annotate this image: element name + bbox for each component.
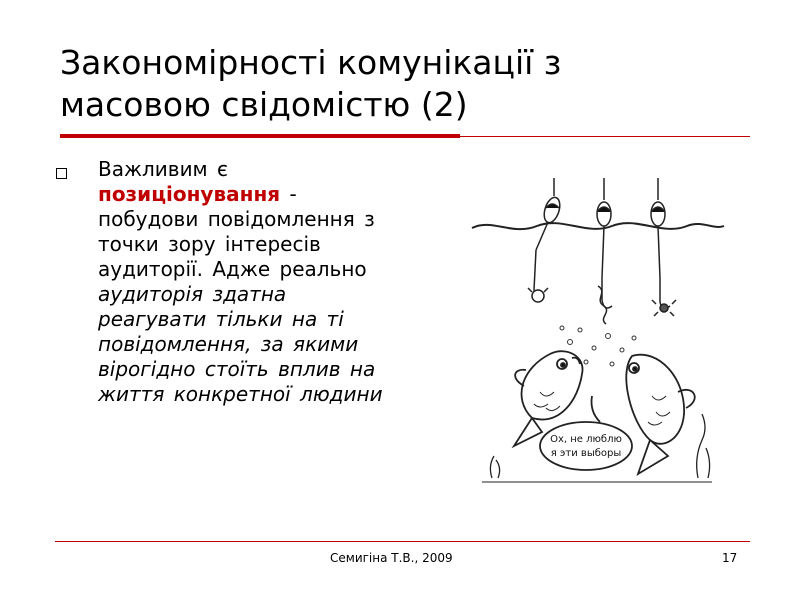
fishing-cartoon-illustration — [462, 178, 730, 498]
speech-bubble-line-1: Ох, не люблю — [550, 434, 622, 445]
bullet-text-italic: аудиторія здатна реагувати тільки на ті повідомлення, за якими вірогідно стоїть вплив на життя конкретної людини — [98, 282, 383, 406]
bullet-text-highlight: позиціонування — [98, 182, 281, 206]
hook-icon — [652, 278, 676, 316]
hook-icon — [598, 278, 612, 324]
bullet-text-part-1: Важливим є — [98, 157, 228, 181]
hook-icon — [528, 250, 548, 302]
water-surface — [472, 223, 724, 229]
slide-title-line-2: масовою свідомістю (2) — [60, 85, 468, 124]
bullet-text — [98, 157, 388, 407]
slide-title — [60, 42, 760, 126]
square-bullet-icon — [56, 168, 67, 179]
fish-icon — [626, 355, 694, 474]
footer-rule — [55, 541, 750, 542]
float-icon — [536, 178, 563, 250]
title-underline — [60, 136, 750, 137]
page-number: 17 — [722, 551, 738, 565]
speech-bubble-line-2: я эти выборы — [550, 448, 622, 459]
slide-title-line-1: Закономірності комунікації з — [60, 43, 562, 82]
bullet-text-part-2: - побудови повідомлення з точки зору інтересів аудиторії. Адже реально — [98, 182, 375, 281]
footer-author: Семигіна Т.В., 2009 — [330, 551, 453, 565]
